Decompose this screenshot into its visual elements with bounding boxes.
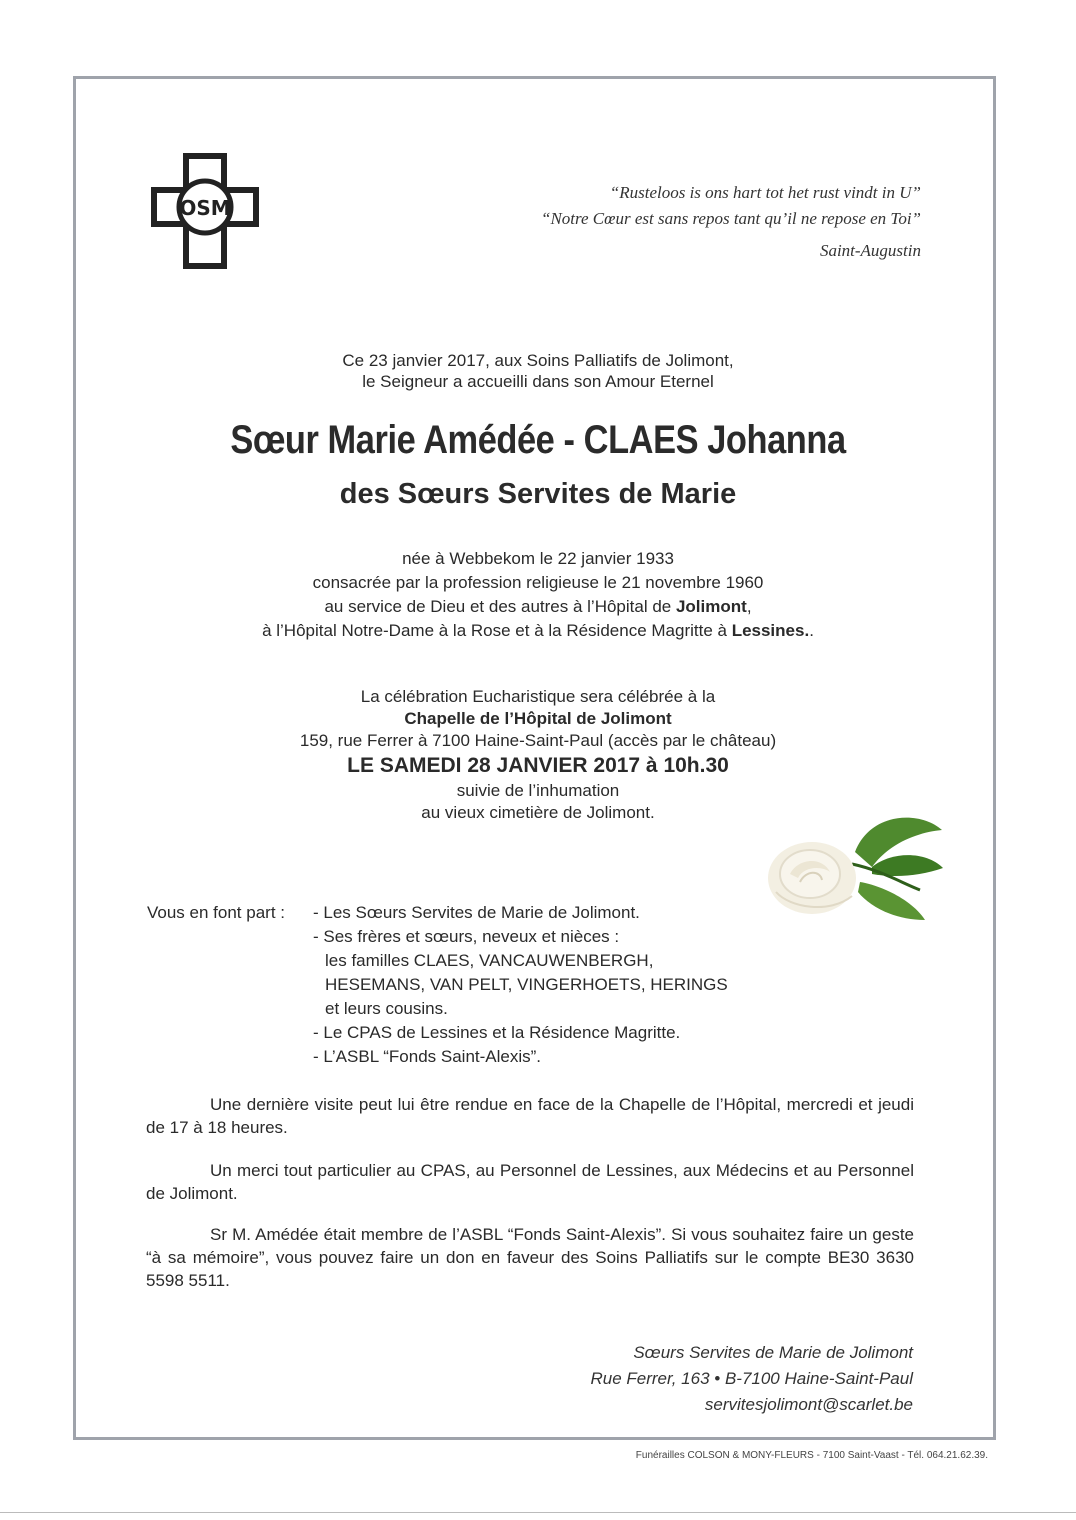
signature-line: Sœurs Servites de Marie de Jolimont [633, 1343, 913, 1362]
white-rose-icon [760, 812, 945, 924]
bio-place: Jolimont [675, 597, 747, 616]
family-list-item: les familles CLAES, VANCAUWENBERGH, [325, 951, 654, 970]
bio-line [0, 619, 1076, 643]
funeral-home-footer: Funérailles COLSON & MONY-FLEURS - 7100 Saint-Vaast - Tél. 064.21.62.39. [635, 1450, 988, 1461]
ceremony [0, 686, 1076, 824]
bio-place: Lessines. [731, 621, 810, 640]
signature-block [590, 1340, 913, 1418]
ceremony-place: Chapelle de l’Hôpital de Jolimont [404, 709, 672, 728]
congregation: des Sœurs Servites de Marie [339, 478, 737, 510]
epigraph [541, 180, 921, 264]
bio-text: au service de Dieu et des autres à l’Hôpital de [324, 597, 676, 616]
epigraph-line: “Notre Cœur est sans repos tant qu’il ne repose en Toi” [540, 209, 921, 228]
osm-cross-icon [150, 152, 260, 270]
bio-text: , [746, 597, 752, 616]
ceremony-line: au vieux cimetière de Jolimont. [421, 803, 655, 822]
family-list-items [313, 901, 728, 1069]
bio-line: née à Webbekom le 22 janvier 1933 [402, 549, 674, 568]
intro-line: Ce 23 janvier 2017, aux Soins Palliatifs de Jolimont, [342, 351, 734, 370]
family-list-item: HESEMANS, VAN PELT, VINGERHOETS, HERINGS [325, 975, 728, 994]
paragraph-text: Une dernière visite peut lui être rendue en face de la Chapelle de l’Hôpital, mercredi et jeudi de 17 à 18 heures. [146, 1095, 914, 1137]
intro [0, 350, 1076, 392]
visit-paragraph [146, 1093, 914, 1139]
thanks-paragraph [146, 1159, 914, 1205]
bio-text: . [809, 621, 814, 640]
ceremony-line: La célébration Eucharistique sera célébrée à la [360, 687, 716, 706]
family-list-item: - L’ASBL “Fonds Saint-Alexis”. [313, 1047, 542, 1066]
paragraph-text: Un merci tout particulier au CPAS, au Personnel de Lessines, aux Médecins et au Personnel de Jolimont. [146, 1161, 914, 1203]
divider [0, 1512, 1076, 1513]
family-list-label: Vous en font part : [147, 903, 285, 922]
signature-email: servitesjolimont@scarlet.be [704, 1395, 913, 1414]
ceremony-line: suivie de l’inhumation [456, 781, 620, 800]
intro-line: le Seigneur a accueilli dans son Amour Eternel [362, 372, 714, 391]
family-list-item: - Ses frères et sœurs, neveux et nièces : [313, 927, 620, 946]
signature-address: Rue Ferrer, 163 • B-7100 Haine-Saint-Paul [590, 1369, 913, 1388]
family-list-item: - Le CPAS de Lessines et la Résidence Magritte. [313, 1023, 681, 1042]
epigraph-line: “Rusteloos is ons hart tot het rust vindt in U” [609, 183, 921, 202]
svg-text:OSM: OSM [179, 196, 231, 220]
family-list-item: et leurs cousins. [325, 999, 448, 1018]
donation-paragraph [146, 1223, 914, 1292]
biography [0, 547, 1076, 643]
family-list-item: - Les Sœurs Servites de Marie de Jolimont. [313, 903, 640, 922]
paragraph-text: Sr M. Amédée était membre de l’ASBL “Fonds Saint-Alexis”. Si vous souhaitez faire un geste “à sa mémoire”, vous pouvez faire un don en faveur des Soins Palliatifs sur le compte BE30 3630 5598 5511. [146, 1225, 914, 1290]
ceremony-address: 159, rue Ferrer à 7100 Haine-Saint-Paul (accès par le château) [299, 731, 777, 750]
bio-line: consacrée par la profession religieuse le 21 novembre 1960 [312, 573, 764, 592]
bio-line [0, 595, 1076, 619]
bio-text: à l’Hôpital Notre-Dame à la Rose et à la Résidence Magritte à [262, 621, 732, 640]
epigraph-author: Saint-Augustin [819, 241, 921, 260]
ceremony-date: LE SAMEDI 28 JANVIER 2017 à 10h.30 [347, 754, 729, 777]
deceased-name: Sœur Marie Amédée - CLAES Johanna [230, 418, 846, 462]
